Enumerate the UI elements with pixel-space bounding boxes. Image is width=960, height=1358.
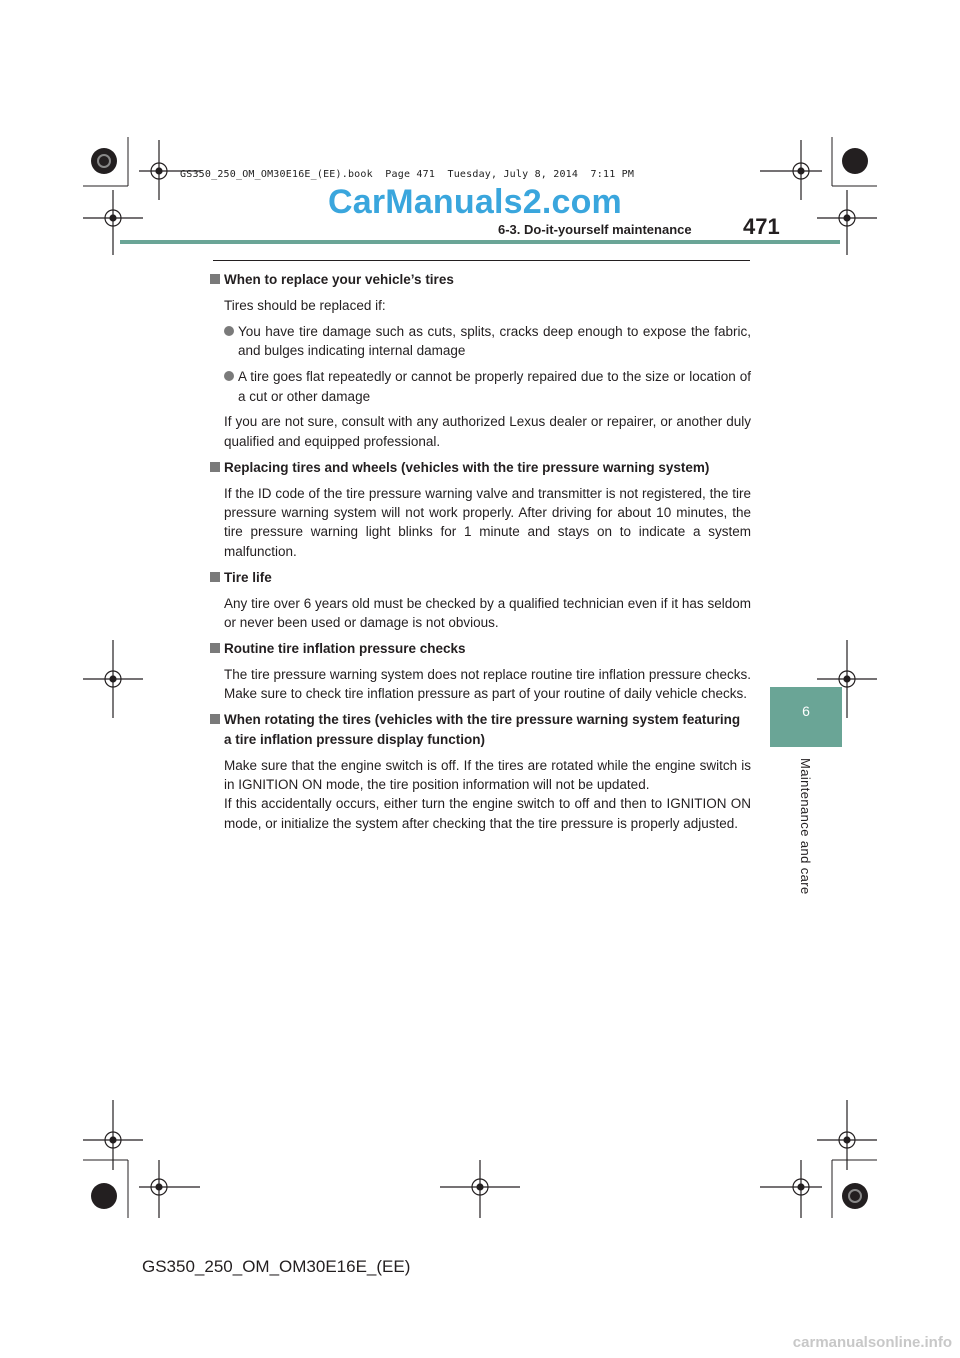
- crosshair-registration-icon: [760, 140, 822, 200]
- watermark-logo[interactable]: CarManuals2.com: [328, 183, 622, 221]
- list-item: You have tire damage such as cuts, splits, cracks deep enough to expose the fabric, and bulges indicating internal damage: [210, 322, 751, 361]
- watermark-footer[interactable]: carmanualsonline.info: [792, 1334, 952, 1351]
- paragraph: Tires should be replaced if:: [224, 297, 386, 313]
- section-heading: Routine tire inflation pressure checks: [210, 639, 751, 658]
- document-code-footer: GS350_250_OM_OM30E16E_(EE): [142, 1257, 411, 1276]
- section-heading: Tire life: [210, 568, 751, 587]
- crosshair-registration-icon: [440, 1160, 520, 1218]
- section-heading: Replacing tires and wheels (vehicles with the tire pressure warning system): [210, 458, 751, 477]
- page-number: 471: [743, 214, 780, 239]
- header-rule: [213, 260, 750, 261]
- square-bullet-icon: [210, 643, 220, 653]
- square-bullet-icon: [210, 714, 220, 724]
- circle-bullet-icon: [224, 326, 234, 336]
- paragraph: If this accidentally occurs, either turn the engine switch to off and then to IGNITION ON mode, or initialize the system after checking that the tire pressure is properly adjusted.: [224, 796, 751, 831]
- paragraph: Make sure that the engine switch is off. If the tires are rotated while the engine switch is in IGNITION ON mode, the tire position information will not be updated.: [224, 757, 751, 792]
- crosshair-registration-icon: [817, 190, 877, 255]
- header-bar: [120, 240, 840, 244]
- paragraph: If you are not sure, consult with any authorized Lexus dealer or repairer, or another duly qualified and equipped professional.: [224, 414, 751, 449]
- chapter-label: Maintenance and care: [798, 758, 813, 895]
- section-title: 6-3. Do-it-yourself maintenance: [498, 222, 692, 237]
- circle-bullet-icon: [224, 371, 234, 381]
- square-bullet-icon: [210, 462, 220, 472]
- paragraph: Any tire over 6 years old must be checked by a qualified technician even if it has seldom or never been used or damage is not obvious.: [224, 595, 751, 631]
- page-content: [210, 270, 751, 840]
- square-bullet-icon: [210, 572, 220, 582]
- square-bullet-icon: [210, 274, 220, 284]
- section-heading: When rotating the tires (vehicles with the tire pressure warning system featuring a tire inflation pressure display function): [210, 710, 751, 749]
- crosshair-registration-icon: [139, 1160, 200, 1218]
- paragraph: If the ID code of the tire pressure warning valve and transmitter is not registered, the tire pressure warning system will not work properly. After driving for about 10 minutes, the tire pressure warning light blinks for 1 minute and stays on to indicate a system malfunction.: [224, 485, 751, 559]
- list-item: A tire goes flat repeatedly or cannot be properly repaired due to the size or location of a cut or other damage: [210, 367, 751, 406]
- crosshair-registration-icon: [83, 190, 143, 255]
- paragraph: The tire pressure warning system does not replace routine tire inflation pressure checks. Make sure to check tire inflation pressure as part of your routine of daily vehicle checks.: [224, 666, 751, 702]
- crosshair-registration-icon: [83, 640, 143, 718]
- crosshair-registration-icon: [760, 1160, 822, 1218]
- section-heading: When to replace your vehicle’s tires: [210, 270, 751, 289]
- print-info: GS350_250_OM_OM30E16E_(EE).book Page 471 Tuesday, July 8, 2014 7:11 PM: [180, 169, 635, 180]
- chapter-tab-number: 6: [802, 703, 810, 719]
